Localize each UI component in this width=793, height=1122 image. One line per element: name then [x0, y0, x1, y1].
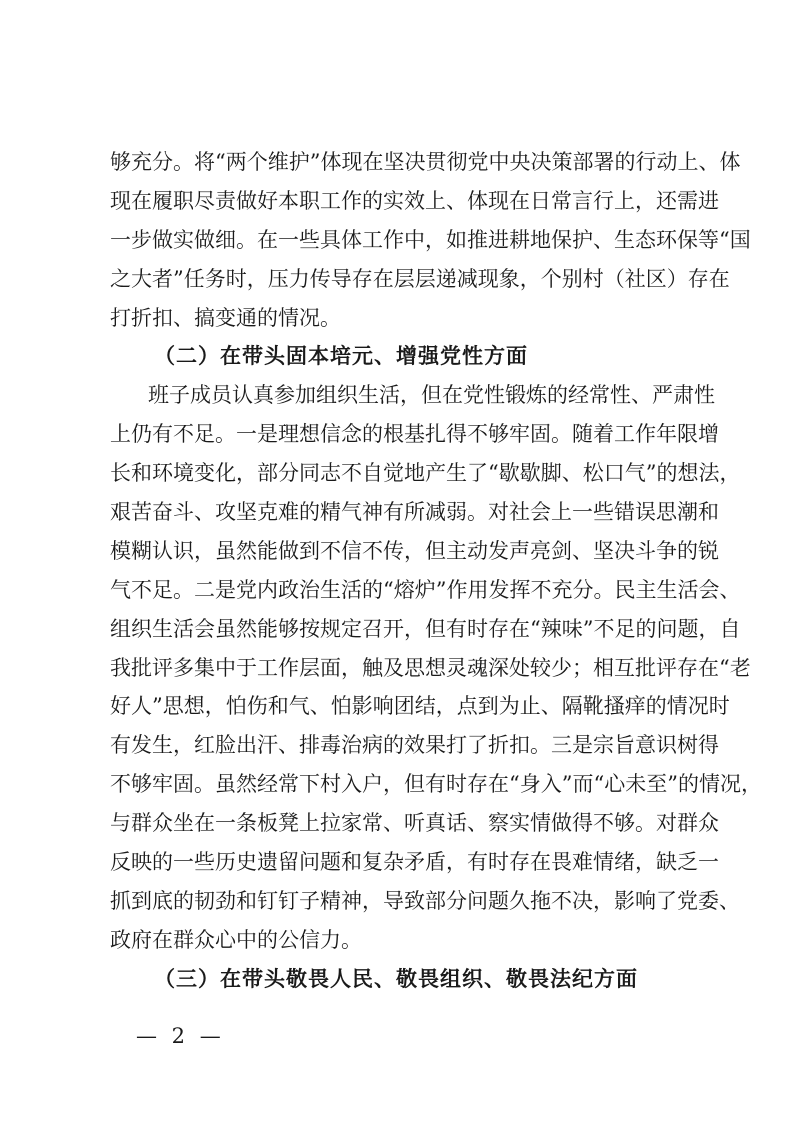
document-body: [110, 143, 762, 999]
paragraph-line: 上仍有不足。一是理想信念的根基扎得不够牢固。随着工作年限增: [110, 422, 719, 447]
paragraph-line: 班子成员认真参加组织生活，但在党性锻炼的经常性、严肃性: [148, 383, 715, 408]
paragraph-line: 够充分。将“两个维护”体现在坚决贯彻党中央决策部署的行动上、体: [110, 150, 741, 174]
paragraph-line: 有发生，红脸出汗、排毒治病的效果打了折扣。三是宗旨意识树得: [110, 733, 719, 758]
paragraph-line: 打折扣、搞变通的情况。: [110, 305, 341, 330]
section-heading: （二）在带头固本培元、增强党性方面: [154, 343, 528, 369]
paragraph-line: 组织生活会虽然能够按规定召开，但有时存在“辣味”不足的问题，自: [110, 616, 741, 641]
paragraph-line: 艰苦奋斗、攻坚克难的精气神有所减弱。对社会上一些错误思潮和: [110, 500, 719, 525]
paragraph-line: 之大者”任务时，压力传导存在层层递减现象，个别村（社区）存在: [110, 266, 730, 291]
paragraph-line: 一步做实做细。在一些具体工作中，如推进耕地保护、生态环保等“国: [110, 227, 751, 252]
paragraph-line: 气不足。二是党内政治生活的“熔炉”作用发挥不充分。民主生活会、: [110, 577, 741, 602]
section-heading: （三）在带头敬畏人民、敬畏组织、敬畏法纪方面: [154, 965, 638, 991]
paragraph-line: 不够牢固。虽然经常下村入户，但有时存在“身入”而“心未至”的情况，: [110, 772, 762, 797]
paragraph-line: 模糊认识，虽然能做到不信不传，但主动发声亮剑、坚决斗争的锐: [110, 538, 719, 563]
paragraph-line: 抓到底的韧劲和钉钉子精神，导致部分问题久拖不决，影响了党委、: [110, 888, 740, 913]
paragraph-line: 与群众坐在一条板凳上拉家常、听真话、察实情做得不够。对群众: [110, 811, 719, 836]
paragraph-line: 政府在群众心中的公信力。: [110, 927, 362, 952]
paragraph-line: 我批评多集中于工作层面，触及思想灵魂深处较少；相互批评存在“老: [110, 655, 751, 680]
paragraph-line: 好人”思想，怕伤和气、怕影响团结，点到为止、隔靴搔痒的情况时: [110, 694, 730, 719]
paragraph-line: 长和环境变化，部分同志不自觉地产生了“歇歇脚、松口气”的想法，: [110, 461, 741, 486]
paragraph-line: 反映的一些历史遗留问题和复杂矛盾，有时存在畏难情绪，缺乏一: [110, 850, 719, 875]
paragraph-line: 现在履职尽责做好本职工作的实效上、体现在日常言行上，还需进: [110, 188, 719, 213]
page-number: — 2 —: [136, 1024, 225, 1048]
